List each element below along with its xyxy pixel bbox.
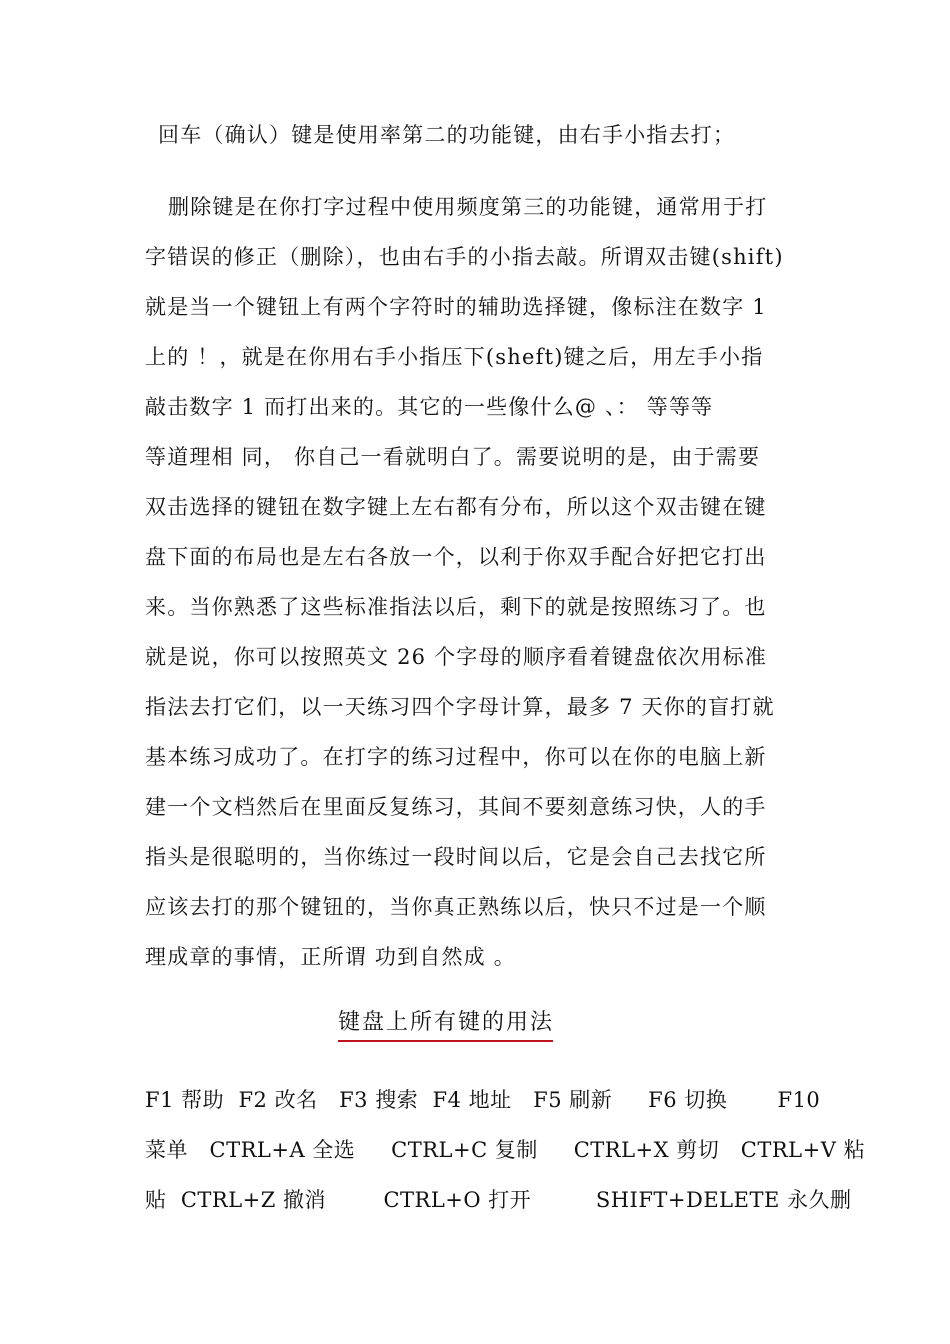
shortcut-line-2: 菜单 CTRL+A 全选 CTRL+C 复制 CTRL+X 剪切 CTRL+V 粘 xyxy=(145,1138,866,1162)
paragraph-2-line-16: 理成章的事情，正所谓 功到自然成 。 xyxy=(145,945,516,969)
paragraph-2-line-5: 敲击数字 1 而打出来的。其它的一些像什么@ 、： 等等等 xyxy=(145,395,714,419)
paragraph-2-line-12: 基本练习成功了。在打字的练习过程中，你可以在你的电脑上新 xyxy=(145,745,767,769)
paragraph-2-line-14: 指头是很聪明的，当你练过一段时间以后，它是会自己去找它所 xyxy=(145,845,767,869)
paragraph-2-line-1: 删除键是在你打字过程中使用频度第三的功能键，通常用于打 xyxy=(168,195,768,219)
shortcut-line-1: F1 帮助 F2 改名 F3 搜索 F4 地址 F5 刷新 F6 切换 F10 xyxy=(145,1088,821,1112)
paragraph-2-line-2: 字错误的修正（删除），也由右手的小指去敲。所谓双击键(shift) xyxy=(145,245,784,269)
paragraph-2-line-9: 来。当你熟悉了这些标准指法以后，剩下的就是按照练习了。也 xyxy=(145,595,767,619)
paragraph-2-line-11: 指法去打它们，以一天练习四个字母计算，最多 7 天你的盲打就 xyxy=(145,695,775,719)
paragraph-2-line-15: 应该去打的那个键钮的，当你真正熟练以后，快只不过是一个顺 xyxy=(145,895,767,919)
heading-underline xyxy=(338,1040,553,1042)
paragraph-2-line-6: 等道理相 同， 你自己一看就明白了。需要说明的是，由于需要 xyxy=(145,445,761,469)
paragraph-2-line-7: 双击选择的键钮在数字键上左右都有分布，所以这个双击键在键 xyxy=(145,495,767,519)
paragraph-2-line-3: 就是当一个键钮上有两个字符时的辅助选择键，像标注在数字 1 xyxy=(145,295,767,319)
section-heading: 键盘上所有键的用法 xyxy=(338,1010,555,1035)
paragraph-2-line-8: 盘下面的布局也是左右各放一个，以利于你双手配合好把它打出 xyxy=(145,545,767,569)
paragraph-2-line-10: 就是说，你可以按照英文 26 个字母的顺序看着键盘依次用标准 xyxy=(145,645,768,669)
shortcut-line-3: 贴 CTRL+Z 撤消 CTRL+O 打开 SHIFT+DELETE 永久删 xyxy=(145,1188,852,1212)
paragraph-2-line-4: 上的 ！，就是在你用右手小指压下(sheft)键之后，用左手小指 xyxy=(145,345,764,369)
paragraph-2-line-13: 建一个文档然后在里面反复练习，其间不要刻意练习快，人的手 xyxy=(145,795,767,819)
paragraph-1-line-1: 回车（确认）键是使用率第二的功能键，由右手小指去打； xyxy=(158,123,736,147)
